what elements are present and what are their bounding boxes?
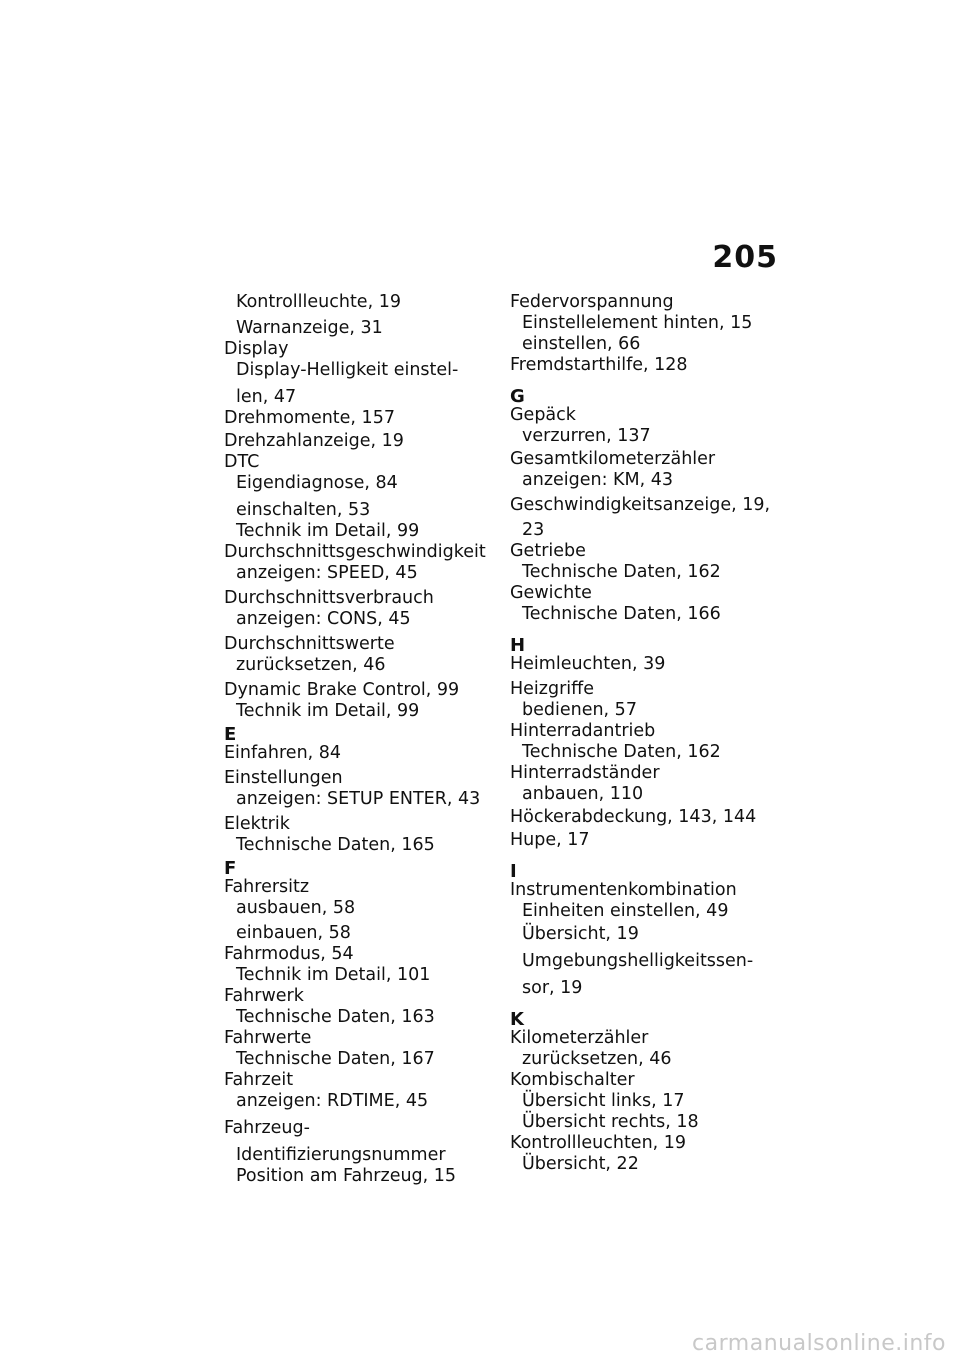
index-subentry: Technik im Detail, 99 <box>236 701 420 721</box>
index-entry: Drehmomente, 157 <box>224 408 395 428</box>
index-subentry: anzeigen: SPEED, 45 <box>236 563 418 583</box>
index-entry: Getriebe <box>510 541 586 561</box>
index-subentry: Technische Daten, 163 <box>236 1007 435 1027</box>
index-entry: Fahrmodus, 54 <box>224 944 354 964</box>
index-subentry: Identifizierungsnummer <box>236 1145 446 1165</box>
index-subentry: Technische Daten, 162 <box>522 562 721 582</box>
index-subentry: Technische Daten, 162 <box>522 742 721 762</box>
page-number: 205 <box>712 240 778 275</box>
index-subentry: verzurren, 137 <box>522 426 651 446</box>
index-subentry: zurücksetzen, 46 <box>236 655 386 675</box>
index-entry: Elektrik <box>224 814 290 834</box>
index-entry: Hinterradantrieb <box>510 721 656 741</box>
index-entry: Gepäck <box>510 405 576 425</box>
index-subentry: Übersicht rechts, 18 <box>522 1112 699 1132</box>
index-entry: Gewichte <box>510 583 592 603</box>
index-entry: Fahrzeug- <box>224 1118 310 1138</box>
index-letter-heading: H <box>510 635 526 656</box>
index-entry: Durchschnittsverbrauch <box>224 588 434 608</box>
index-subentry: anzeigen: CONS, 45 <box>236 609 411 629</box>
index-entry: Hinterradständer <box>510 763 660 783</box>
index-entry: Fahrersitz <box>224 877 310 897</box>
index-subentry: anbauen, 110 <box>522 784 644 804</box>
index-letter-heading: K <box>510 1009 524 1030</box>
index-entry: Höckerabdeckung, 143, 144 <box>510 807 757 827</box>
index-entry: Heimleuchten, 39 <box>510 654 666 674</box>
index-column-right <box>510 292 780 1175</box>
index-entry: Gesamtkilometerzähler <box>510 449 716 469</box>
index-subentry: Umgebungshelligkeitssen- <box>522 951 754 971</box>
index-subentry: sor, 19 <box>522 978 583 998</box>
index-entry: Kontrollleuchten, 19 <box>510 1133 687 1153</box>
index-subentry: Übersicht links, 17 <box>522 1091 685 1111</box>
index-entry: Durchschnittswerte <box>224 634 395 654</box>
index-letter-heading: F <box>224 858 237 879</box>
index-entry: Drehzahlanzeige, 19 <box>224 431 404 451</box>
index-entry: Instrumentenkombination <box>510 880 737 900</box>
index-entry: Dynamic Brake Control, 99 <box>224 680 460 700</box>
index-subentry: einbauen, 58 <box>236 923 351 943</box>
index-entry: Heizgriffe <box>510 679 594 699</box>
index-letter-heading: I <box>510 861 517 882</box>
index-entry: Fremdstarthilfe, 128 <box>510 355 688 375</box>
index-entry: Durchschnittsgeschwindigkeit <box>224 542 486 562</box>
index-subentry: Technische Daten, 167 <box>236 1049 435 1069</box>
index-entry: Einfahren, 84 <box>224 743 342 763</box>
index-entry: Fahrwerk <box>224 986 304 1006</box>
index-letter-heading: G <box>510 386 525 407</box>
index-subentry: Technik im Detail, 99 <box>236 521 420 541</box>
index-entry: Kombischalter <box>510 1070 635 1090</box>
index-entry: Fahrwerte <box>224 1028 312 1048</box>
index-subentry: anzeigen: RDTIME, 45 <box>236 1091 429 1111</box>
index-entry: Display <box>224 339 289 359</box>
index-entry: Geschwindigkeitsanzeige, 19, <box>510 495 771 515</box>
index-subentry: Kontrollleuchte, 19 <box>236 292 401 312</box>
index-subentry: anzeigen: SETUP ENTER, 43 <box>236 789 481 809</box>
index-subentry: len, 47 <box>236 387 297 407</box>
index-subentry: zurücksetzen, 46 <box>522 1049 672 1069</box>
index-subentry: anzeigen: KM, 43 <box>522 470 674 490</box>
index-subentry: Warnanzeige, 31 <box>236 318 383 338</box>
index-subentry: Einstellelement hinten, 15 <box>522 313 753 333</box>
index-subentry: Technische Daten, 166 <box>522 604 721 624</box>
index-subentry: Position am Fahrzeug, 15 <box>236 1166 457 1186</box>
index-subentry: Eigendiagnose, 84 <box>236 473 398 493</box>
index-entry: Einstellungen <box>224 768 343 788</box>
index-entry: Hupe, 17 <box>510 830 590 850</box>
index-subentry: einstellen, 66 <box>522 334 641 354</box>
index-entry: Federvorspannung <box>510 292 674 312</box>
watermark: carmanualsonline.info <box>692 1331 946 1356</box>
index-letter-heading: E <box>224 724 237 745</box>
index-entry: DTC <box>224 452 260 472</box>
index-subentry: Display-Helligkeit einstel- <box>236 360 459 380</box>
index-subentry: Einheiten einstellen, 49 <box>522 901 729 921</box>
index-subentry: ausbauen, 58 <box>236 898 356 918</box>
index-subentry: Technische Daten, 165 <box>236 835 435 855</box>
index-subentry: einschalten, 53 <box>236 500 371 520</box>
index-entry: Kilometerzähler <box>510 1028 649 1048</box>
index-subentry: Übersicht, 22 <box>522 1154 639 1174</box>
index-subentry: Technik im Detail, 101 <box>236 965 431 985</box>
index-entry: Fahrzeit <box>224 1070 294 1090</box>
index-subentry: bedienen, 57 <box>522 700 637 720</box>
index-subentry: 23 <box>522 520 545 540</box>
index-column-left <box>224 292 494 1187</box>
index-subentry: Übersicht, 19 <box>522 924 639 944</box>
